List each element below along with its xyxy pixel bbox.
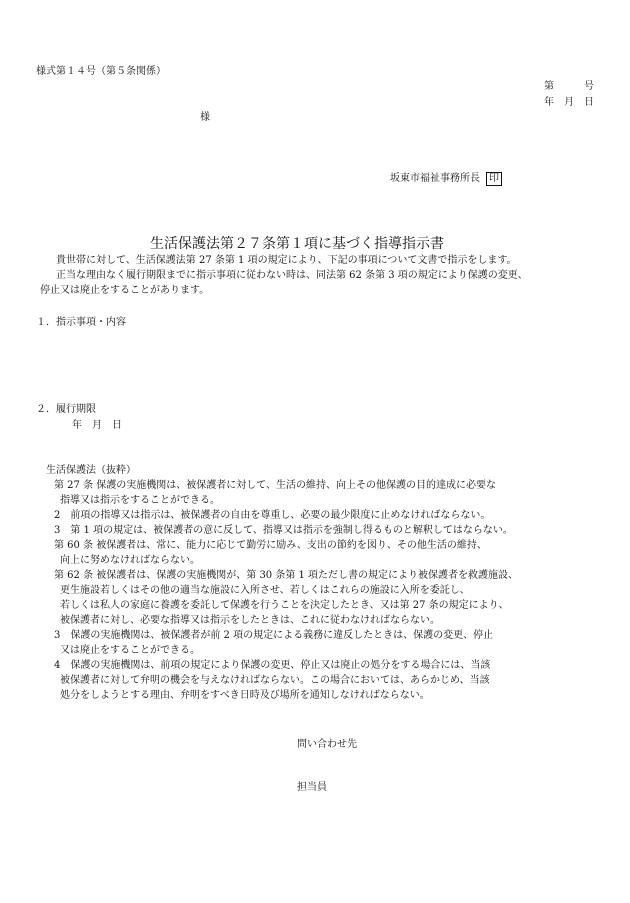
document-title: 生活保護法第２７条第１項に基づく指導指示書	[150, 236, 444, 252]
law-line: 処分をしようとする理由、弁明をすべき日時及び場所を通知しなければならない。	[60, 690, 430, 701]
contact-label: 問い合わせ先	[297, 739, 357, 750]
law-line: 指導又は指示をすることができる。	[60, 495, 220, 506]
law-line: 第 60 条 被保護者は、常に、能力に応じて勤労に励み、支出の節約を図り、その他生活の維持、	[54, 540, 487, 551]
section-instruction-heading: １．指示事項・内容	[36, 317, 126, 328]
intro-line: 貴世帯に対して、生活保護法第 27 条第 1 項の規定により、下記の事項について文書で指示をします。	[56, 255, 517, 266]
person-in-charge-label: 担当員	[297, 782, 327, 793]
sender	[390, 172, 502, 186]
law-line: 3 第 1 項の規定は、被保護者の意に反して、指導又は指示を強制し得るものと解釈してはならない。	[54, 525, 513, 536]
law-line: 被保護者に対し、必要な指導又は指示をしたときは、これに従わなければならない。	[60, 615, 440, 626]
law-line: 3 保護の実施機関は、被保護者が前 2 項の規定による義務に違反したときは、保護の変更、停止	[54, 630, 494, 641]
law-line: 第 62 条 被保護者は、保護の実施機関が、第 30 条第 1 項ただし書の規定により被保護者を救護施設、	[54, 570, 519, 581]
intro-line: 停止又は廃止をすることがあります。	[40, 285, 210, 296]
law-line: 又は廃止をすることができる。	[60, 645, 200, 656]
law-line: 2 前項の指導又は指示は、被保護者の自由を尊重し、必要の最少限度に止めなければならない。	[54, 510, 491, 521]
law-line: 被保護者に対して弁明の機会を与えなければならない。この場合においては、あらかじめ、当該	[60, 675, 490, 686]
law-line: 向上に努めなければならない。	[60, 555, 200, 566]
seal-mark: 印	[486, 172, 502, 186]
intro-line: 正当な理由なく履行期限までに指示事項に従わない時は、同法第 62 条第 3 項の規定により保護の変更、	[56, 270, 528, 281]
deadline-date: 年 月 日	[72, 420, 122, 431]
document-date: 年 月 日	[544, 97, 594, 108]
addressee-suffix: 様	[200, 112, 210, 123]
law-line: 第 27 条 保護の実施機関は、被保護者に対して、生活の維持、向上その他保護の目的達成に必要な	[54, 480, 497, 491]
law-line: 更生施設若しくはその他の適当な施設に入所させ、若しくはこれらの施設に入所を委託し、	[60, 585, 470, 596]
form-number: 様式第１４号（第５条関係）	[36, 66, 166, 77]
document-number: 第 号	[544, 81, 594, 92]
law-line: 若しくは私人の家庭に養護を委託して保護を行うことを決定したとき、又は第 27 条の規定により、	[60, 600, 509, 611]
sender-name: 坂東市福祉事務所長	[390, 173, 480, 184]
law-excerpt-title: 生活保護法（抜粋）	[46, 465, 136, 476]
section-deadline-heading: ２．履行期限	[36, 404, 96, 415]
law-line: 4 保護の実施機関は、前項の規定により保護の変更、停止又は廃止の処分をする場合には、当該	[54, 660, 491, 671]
